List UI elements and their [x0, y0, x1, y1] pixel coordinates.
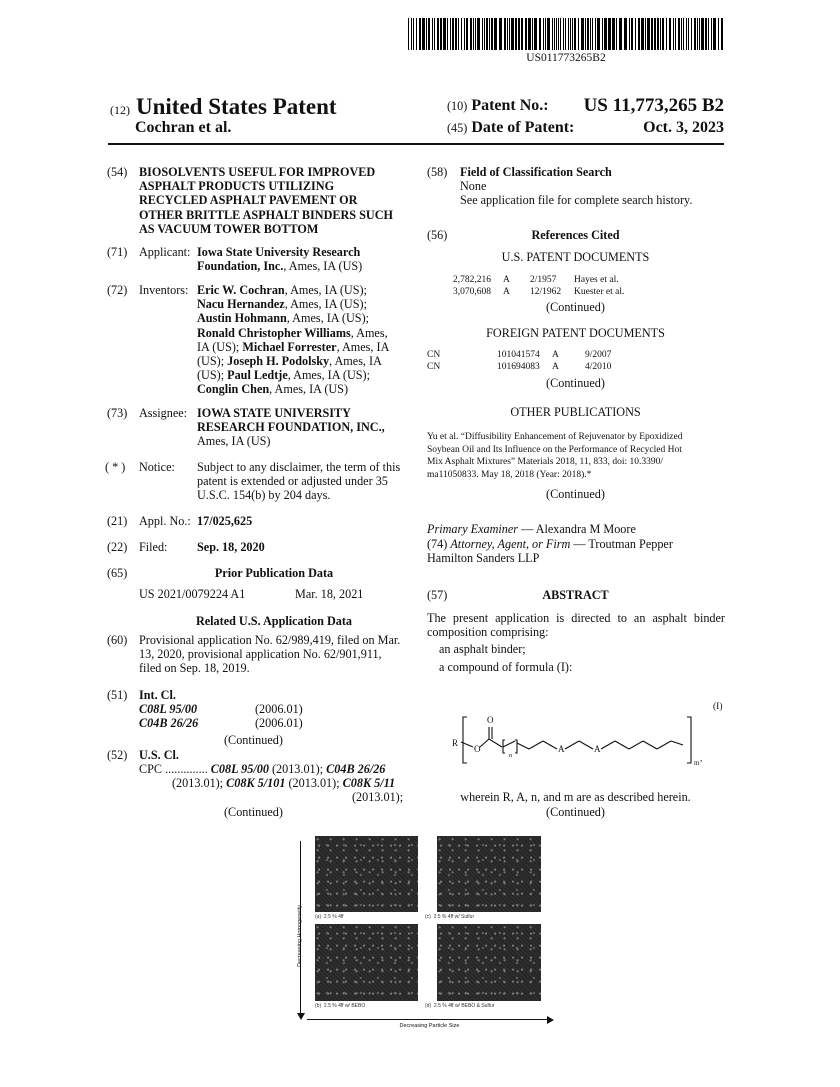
assignee — [197, 406, 385, 449]
barcode-bar — [484, 18, 485, 50]
chemical-formula — [447, 705, 709, 775]
formula-A: A — [594, 744, 601, 754]
barcode-bar — [452, 18, 454, 50]
barcode-bar — [413, 18, 414, 50]
code-54: (54) — [107, 165, 128, 179]
us-cl-continued: (Continued) — [224, 805, 283, 819]
barcode-bar — [604, 18, 607, 50]
inventor-short: Cochran et al. — [135, 119, 232, 136]
representative-figure — [285, 833, 555, 1038]
micrograph-panel-d — [437, 924, 541, 1001]
right-continued: (Continued) — [546, 805, 605, 819]
barcode-bar — [458, 18, 459, 50]
other-pub-line: ma11050833. May 18, 2018 (Year: 2018).* — [427, 469, 592, 480]
code-10: (10) — [447, 99, 468, 113]
inventor-line: Austin Hohmann, Ames, IA (US); — [197, 311, 370, 326]
barcode-bar — [574, 18, 576, 50]
barcode-bar — [475, 18, 476, 50]
foreign-doc-date: 4/2010 — [585, 362, 612, 372]
attorney: (74) Attorney, Agent, or Firm — Troutman Pepper — [427, 537, 673, 551]
us-doc-row: 2,782,216 — [453, 275, 491, 285]
provisional-text — [139, 633, 411, 676]
barcode — [408, 18, 724, 50]
barcode-bar — [647, 18, 650, 50]
code-21: (21) — [107, 514, 128, 528]
barcode-bar — [675, 18, 676, 50]
abstract-title: ABSTRACT — [542, 588, 609, 602]
patent-no-label: Patent No.: — [471, 97, 549, 114]
barcode-bar — [466, 18, 468, 50]
barcode-bar — [432, 18, 433, 50]
int-cl-class: C04B 26/26 — [139, 716, 199, 730]
barcode-bar — [461, 18, 462, 50]
cpc-line: (2013.01); C08K 5/101 (2013.01); C08K 5/11 — [172, 776, 396, 790]
inventors-label: Inventors: — [139, 283, 189, 297]
foreign-doc-num: 101694083 — [497, 362, 540, 372]
document-number: US011773265B2 — [526, 52, 606, 64]
x-axis-line — [307, 1019, 552, 1020]
barcode-bar — [511, 18, 514, 50]
barcode-bar — [486, 18, 488, 50]
abstract-line: an asphalt binder; — [439, 642, 526, 657]
inventor-line: Ronald Christopher Williams, Ames, — [197, 325, 388, 340]
code-45: (45) — [447, 121, 468, 135]
code-57: (57) — [427, 588, 448, 602]
barcode-bar — [616, 18, 617, 50]
us-doc-date: 2/1957 — [530, 275, 557, 285]
barcode-bar — [673, 18, 674, 50]
examiner: Primary Examiner — Alexandra M Moore — [427, 522, 636, 536]
abstract-text — [427, 611, 725, 674]
barcode-bar — [721, 18, 723, 50]
micrograph-panel-c — [437, 836, 541, 912]
barcode-bar — [558, 18, 559, 50]
barcode-bar — [489, 18, 490, 50]
int-cl-class: C08L 95/00 — [139, 702, 198, 716]
barcode-bar — [426, 18, 427, 50]
filed-label: Filed: — [139, 540, 168, 554]
barcode-bar — [443, 18, 446, 50]
attorney-firm: Hamilton Sanders LLP — [427, 551, 540, 565]
code-56: (56) — [427, 228, 448, 242]
barcode-bar — [660, 18, 661, 50]
barcode-bar — [619, 18, 622, 50]
barcode-bar — [612, 18, 615, 50]
code-52: (52) — [107, 748, 128, 762]
barcode-bar — [419, 18, 421, 50]
references-title: References Cited — [531, 228, 620, 242]
barcode-bar — [509, 18, 510, 50]
assignee-line: Ames, IA (US) — [197, 434, 271, 449]
cpc-line: (2013.01); — [352, 790, 404, 804]
barcode-bar — [718, 18, 719, 50]
panel-caption: (c) 2.5 % 4ff w/ Sulfur — [425, 914, 475, 920]
barcode-bar — [624, 18, 627, 50]
appl-no: 17/025,625 — [197, 514, 253, 528]
field-search-none: None — [460, 179, 487, 193]
barcode-bar — [678, 18, 680, 50]
barcode-bar — [552, 18, 553, 50]
int-cl-continued: (Continued) — [224, 733, 283, 747]
title-line: BIOSOLVENTS USEFUL FOR IMPROVED — [139, 165, 376, 179]
barcode-bar — [657, 18, 659, 50]
applicant — [197, 245, 362, 273]
y-axis-arrowhead — [297, 1013, 305, 1020]
barcode-bar — [547, 18, 550, 50]
barcode-bar — [641, 18, 644, 50]
x-axis-label: Decreasing Particle Size — [399, 1023, 460, 1029]
title-line: ASPHALT PRODUCTS UTILIZING — [139, 179, 335, 194]
barcode-bar — [534, 18, 537, 50]
barcode-bar — [450, 18, 451, 50]
barcode-bar — [699, 18, 700, 50]
foreign-doc-cc: CN — [427, 362, 441, 372]
other-pub-text — [427, 431, 725, 481]
barcode-bar — [499, 18, 502, 50]
assignee-line: RESEARCH FOUNDATION, INC., — [197, 420, 385, 435]
title-line: AS VACUUM TOWER BOTTOM — [139, 221, 319, 236]
other-pub-line: Yu et al. “Diffusibility Enhancement of Rejuvenator by Epoxidized — [427, 432, 683, 442]
barcode-bar — [440, 18, 442, 50]
barcode-bar — [711, 18, 712, 50]
barcode-bar — [473, 18, 474, 50]
barcode-bar — [482, 18, 483, 50]
micrograph-panel-b — [315, 924, 418, 1001]
barcode-bar — [494, 18, 497, 50]
code-58: (58) — [427, 165, 448, 179]
micrograph-panel-a — [315, 836, 418, 912]
int-cl-year: (2006.01) — [255, 716, 303, 730]
barcode-bar — [507, 18, 508, 50]
foreign-doc-kind: A — [552, 362, 559, 372]
field-search-title: Field of Classification Search — [460, 165, 612, 179]
patent-title: United States Patent — [136, 94, 337, 119]
barcode-bar — [556, 18, 557, 50]
formula-R: R — [452, 738, 459, 748]
barcode-bar — [525, 18, 527, 50]
code-71: (71) — [107, 245, 128, 259]
other-pub-line: Soybean Oil and Its Influence on the Performance of Recycled Hot — [427, 444, 682, 455]
barcode-bar — [681, 18, 682, 50]
patent-number: US 11,773,265 B2 — [583, 95, 724, 116]
related-title: Related U.S. Application Data — [195, 614, 353, 628]
barcode-bar — [581, 18, 584, 50]
barcode-bar — [477, 18, 480, 50]
notice-line: patent is extended or adjusted under 35 — [197, 474, 388, 489]
barcode-bar — [629, 18, 630, 50]
barcode-bar — [518, 18, 520, 50]
code-65: (65) — [107, 566, 128, 580]
assignee-line: IOWA STATE UNIVERSITY — [197, 406, 351, 420]
barcode-bar — [545, 18, 546, 50]
notice-label: Notice: — [139, 460, 175, 474]
title-line: RECYCLED ASPHALT PAVEMENT OR — [139, 193, 358, 208]
barcode-bar — [592, 18, 593, 50]
inventor-line: IA (US); Michael Forrester, Ames, IA — [197, 339, 390, 354]
barcode-bar — [688, 18, 689, 50]
barcode-bar — [578, 18, 579, 50]
abstract-line: The present application is directed to an asphalt binder — [427, 611, 725, 625]
assignee-label: Assignee: — [139, 406, 188, 420]
other-pub-line: Mix Asphalt Mixtures” Materials 2018, 11, 833, doi: 10.3390/ — [427, 457, 664, 467]
formula-A: A — [558, 744, 565, 754]
svg-text:O: O — [487, 715, 494, 725]
code-12: (12) — [110, 103, 130, 117]
applicant-line: Foundation, Inc., Ames, IA (US) — [197, 259, 363, 274]
applicant-line: Iowa State University Research — [197, 245, 361, 259]
notice-line: Subject to any disclaimer, the term of this — [197, 460, 401, 474]
us-doc-kind: A — [503, 275, 510, 285]
barcode-bar — [570, 18, 571, 50]
barcode-bar — [686, 18, 687, 50]
code-51: (51) — [107, 688, 128, 702]
wherein-text: wherein R, A, n, and m are as described herein. — [460, 790, 691, 804]
us-doc-row: 3,070,608 — [453, 287, 491, 297]
barcode-bar — [691, 18, 692, 50]
barcode-bar — [437, 18, 439, 50]
foreign-docs-title: FOREIGN PATENT DOCUMENTS — [486, 326, 665, 340]
abstract-line: a compound of formula (I): — [439, 659, 573, 674]
barcode-bar — [491, 18, 493, 50]
notice-line: U.S.C. 154(b) by 204 days. — [197, 488, 331, 503]
barcode-bar — [645, 18, 646, 50]
prior-pub-title: Prior Publication Data — [214, 566, 334, 580]
code-72: (72) — [107, 283, 128, 297]
y-axis-label: Decreasing Homogeneity — [297, 905, 303, 967]
code-73: (73) — [107, 406, 128, 420]
us-doc-kind: A — [503, 287, 510, 297]
svg-text:O: O — [474, 744, 481, 754]
barcode-bar — [572, 18, 573, 50]
code-22: (22) — [107, 540, 128, 554]
barcode-bar — [651, 18, 653, 50]
invention-title — [139, 165, 409, 236]
inventor-line: Eric W. Cochran, Ames, IA (US); — [197, 283, 367, 297]
barcode-bar — [543, 18, 544, 50]
barcode-bar — [455, 18, 457, 50]
code-notice: ( * ) — [105, 460, 126, 474]
barcode-bar — [631, 18, 633, 50]
prior-pub-date: Mar. 18, 2021 — [295, 587, 364, 601]
barcode-bar — [434, 18, 435, 50]
barcode-bar — [428, 18, 430, 50]
barcode-bar — [590, 18, 591, 50]
panel-caption: (b) 2.5 % 4ff w/ BEBO — [315, 1003, 366, 1009]
barcode-bar — [638, 18, 640, 50]
barcode-bar — [713, 18, 716, 50]
barcode-bar — [585, 18, 586, 50]
barcode-bar — [515, 18, 517, 50]
foreign-doc-cc: CN — [427, 350, 441, 360]
provisional-line: Provisional application No. 62/989,419, filed on Mar. — [139, 633, 401, 647]
barcode-bar — [694, 18, 696, 50]
barcode-bar — [587, 18, 589, 50]
us-docs-title: U.S. PATENT DOCUMENTS — [501, 250, 650, 264]
foreign-docs-continued: (Continued) — [546, 376, 605, 390]
barcode-bar — [408, 18, 409, 50]
svg-text:,: , — [700, 753, 703, 763]
barcode-bar — [539, 18, 541, 50]
barcode-bar — [595, 18, 596, 50]
inventor-line: (US); Joseph H. Podolsky, Ames, IA — [197, 354, 382, 369]
barcode-bar — [708, 18, 709, 50]
barcode-bar — [597, 18, 600, 50]
applicant-label: Applicant: — [139, 245, 191, 259]
barcode-bar — [654, 18, 656, 50]
field-search-history: See application file for complete search history. — [460, 193, 693, 207]
barcode-bar — [666, 18, 667, 50]
foreign-doc-date: 9/2007 — [585, 350, 612, 360]
barcode-bar — [705, 18, 707, 50]
barcode-bar — [521, 18, 523, 50]
barcode-bar — [662, 18, 664, 50]
barcode-bar — [608, 18, 611, 50]
barcode-bar — [464, 18, 465, 50]
us-cl-title: U.S. Cl. — [139, 748, 179, 762]
barcode-bar — [504, 18, 506, 50]
barcode-bar — [568, 18, 569, 50]
header-rule — [108, 143, 724, 145]
appl-no-label: Appl. No.: — [139, 514, 191, 528]
cpc-line: CPC .............. C08L 95/00 (2013.01); C04B 26/26 — [139, 762, 386, 776]
barcode-bar — [697, 18, 698, 50]
us-doc-date: 12/1962 — [530, 287, 562, 297]
barcode-bar — [416, 18, 417, 50]
formula-tag: (I) — [713, 702, 723, 712]
code-60: (60) — [107, 633, 128, 647]
panel-caption: (d) 2.5 % 4ff w/ BEBO & Sulfur — [425, 1003, 495, 1009]
barcode-bar — [528, 18, 531, 50]
foreign-doc-num: 101041574 — [497, 350, 540, 360]
prior-pub-number: US 2021/0079224 A1 — [139, 587, 246, 601]
us-doc-name: Kuester et al. — [574, 287, 625, 297]
header-left — [110, 94, 337, 120]
barcode-bar — [563, 18, 564, 50]
formula-m: m — [694, 759, 700, 767]
inventor-line: Nacu Hernandez, Ames, IA (US); — [197, 297, 367, 312]
foreign-doc-kind: A — [552, 350, 559, 360]
barcode-bar — [602, 18, 603, 50]
other-pubs-title: OTHER PUBLICATIONS — [510, 405, 641, 419]
barcode-bar — [554, 18, 555, 50]
barcode-bar — [532, 18, 533, 50]
filed-date: Sep. 18, 2020 — [197, 540, 265, 554]
barcode-bar — [635, 18, 636, 50]
barcode-bar — [565, 18, 566, 50]
barcode-bar — [683, 18, 684, 50]
barcode-bar — [669, 18, 671, 50]
patent-number-row — [447, 97, 724, 115]
inventor-line: Conglin Chen, Ames, IA (US) — [197, 382, 349, 397]
barcode-bar — [411, 18, 412, 50]
barcode-bar — [422, 18, 425, 50]
panel-caption: (a) 2.5 % 4ff — [315, 914, 344, 920]
int-cl-title: Int. Cl. — [139, 688, 176, 702]
patent-date: Oct. 3, 2023 — [643, 119, 724, 136]
formula-n: n — [509, 753, 512, 759]
us-docs-continued: (Continued) — [546, 300, 605, 314]
other-pubs-continued: (Continued) — [546, 487, 605, 501]
provisional-line: 13, 2020, provisional application No. 62/901,911, — [139, 647, 382, 662]
inventor-line: (US); Paul Ledtje, Ames, IA (US); — [197, 368, 370, 383]
provisional-line: filed on Sep. 18, 2019. — [139, 661, 250, 676]
barcode-bar — [701, 18, 704, 50]
abstract-line: composition comprising: — [427, 625, 549, 640]
barcode-bar — [447, 18, 448, 50]
date-row — [447, 119, 724, 137]
date-label: Date of Patent: — [471, 119, 575, 136]
us-doc-name: Hayes et al. — [574, 275, 619, 285]
barcode-bar — [470, 18, 472, 50]
inventors-list — [197, 283, 412, 397]
notice-text — [197, 460, 407, 503]
title-line: OTHER BRITTLE ASPHALT BINDERS SUCH — [139, 207, 393, 222]
barcode-bar — [560, 18, 561, 50]
int-cl-year: (2006.01) — [255, 702, 303, 716]
